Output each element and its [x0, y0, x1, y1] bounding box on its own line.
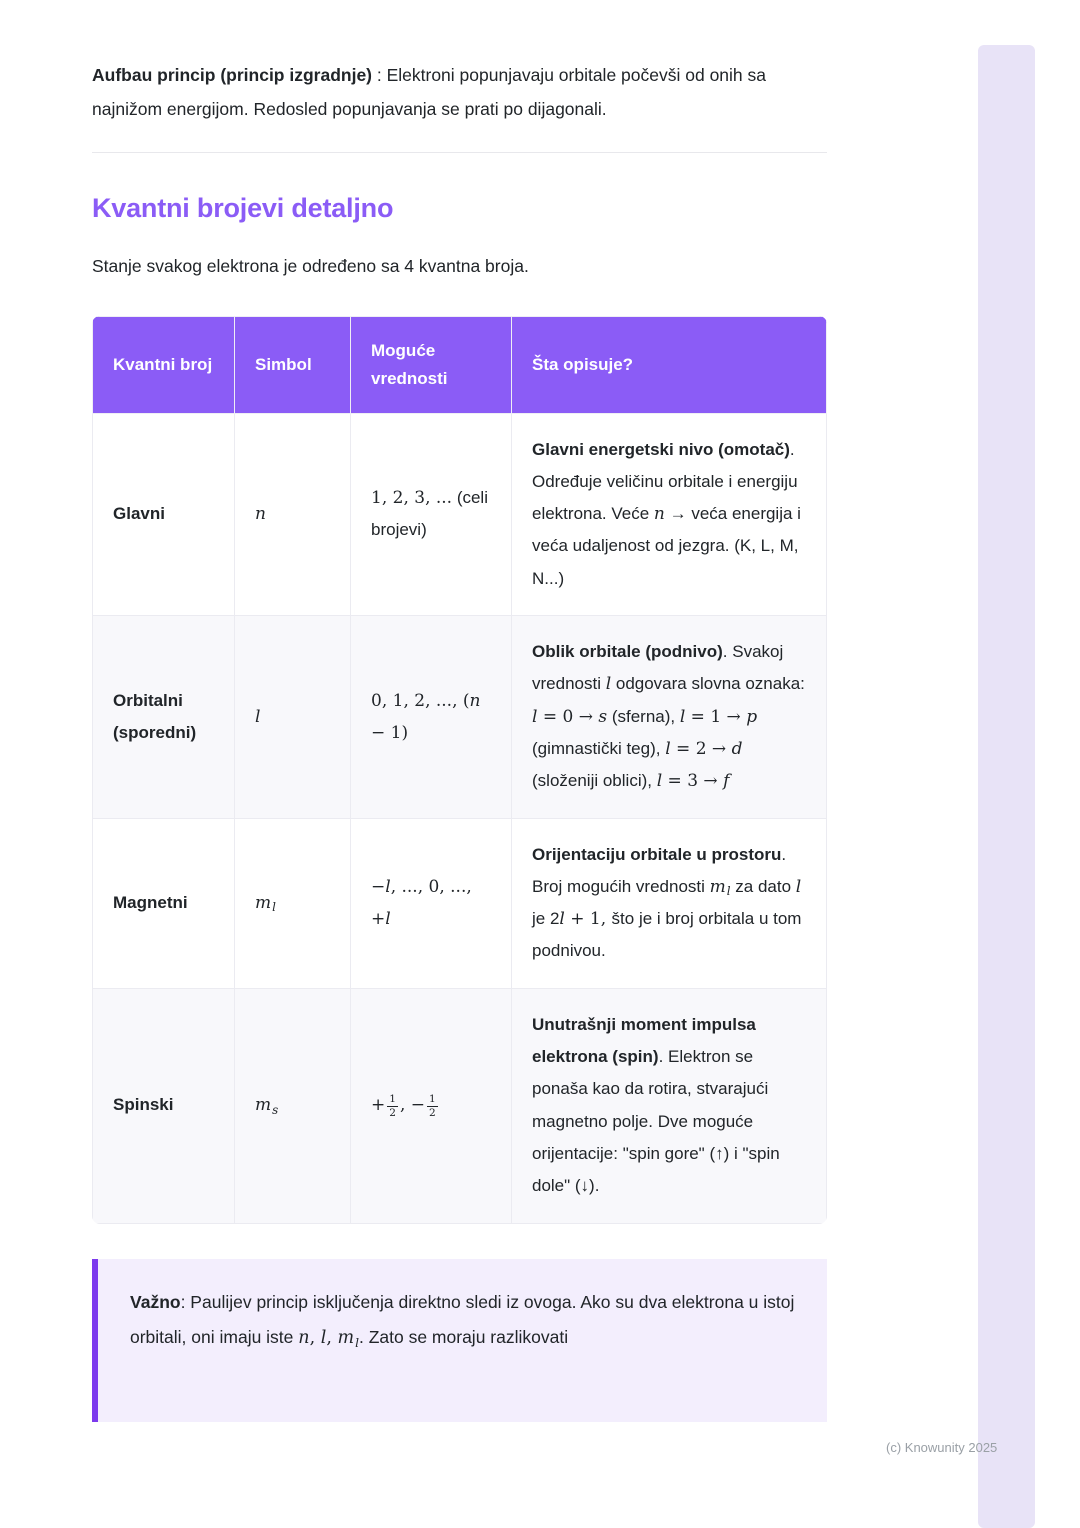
important-callout-text: Važno: Paulijev princip isključenja direktno sledi iz ovoga. Ako su dva elektrona u istoj orbitali, oni imaju iste n, l, ml. Zato se moraju razlikovati: [130, 1291, 795, 1350]
cell-values: + $\frac{1}{2}$ , − $\frac{1}{2}$: [351, 988, 512, 1223]
cell-description: Glavni energetski nivo (omotač). Određuje veličinu orbitale i energiju elektrona. Veće n → veća energija i veća udaljenost od jezgra. (K, L, M, N...): [512, 413, 827, 615]
document-content: [92, 0, 827, 1422]
cell-values: −l, ..., 0, ..., +l: [351, 818, 512, 988]
cell-values: 0, 1, 2, ..., (n − 1): [351, 616, 512, 818]
col-header-moguce-vrednosti: Moguće vrednosti: [351, 316, 512, 413]
cell-symbol: ml: [235, 818, 351, 988]
quantum-numbers-table: [92, 316, 827, 1224]
cell-symbol: ms: [235, 988, 351, 1223]
cell-description: Orijentaciju orbitale u prostoru. Broj mogućih vrednosti ml za dato l je 2l + 1, što je i broj orbitala u tom podnivou.: [512, 818, 827, 988]
table-row-magnetni: [93, 818, 827, 988]
col-header-simbol: Simbol: [235, 316, 351, 413]
cell-row-name: Glavni: [93, 413, 235, 615]
section-heading: Kvantni brojevi detaljno: [92, 193, 394, 224]
table-row-glavni: [93, 413, 827, 615]
table-header-row: [93, 316, 827, 413]
quantum-numbers-table-wrapper: [92, 316, 827, 1224]
table-row-spinski: [93, 988, 827, 1223]
cell-row-name: Orbitalni (sporedni): [93, 616, 235, 818]
aufbau-paragraph: Aufbau princip (princip izgradnje) : Elektroni popunjavaju orbitale počevši od onih sa najnižom energijom. Redosled popunjavanja se prati po dijagonali.: [92, 65, 766, 120]
cell-row-name: Spinski: [93, 988, 235, 1223]
col-header-kvantni-broj: Kvantni broj: [93, 316, 235, 413]
cell-values: 1, 2, 3, ... (celi brojevi): [351, 413, 512, 615]
section-intro: Stanje svakog elektrona je određeno sa 4 kvantna broja.: [92, 256, 529, 277]
cell-symbol: n: [235, 413, 351, 615]
cell-description: Oblik orbitale (podnivo). Svakoj vrednosti l odgovara slovna oznaka: l = 0 → s (sferna), l = 1 → p (gimnastički teg), l = 2 → d (složeniji oblici), l = 3 → f: [512, 616, 827, 818]
side-page-strip: [978, 45, 1035, 1528]
col-header-sta-opisuje: Šta opisuje?: [512, 316, 827, 413]
knowunity-watermark: (c) Knowunity 2025: [886, 1440, 998, 1455]
cell-row-name: Magnetni: [93, 818, 235, 988]
important-callout: [92, 1259, 827, 1422]
section-divider: [92, 152, 827, 153]
cell-symbol: l: [235, 616, 351, 818]
cell-description: Unutrašnji moment impulsa elektrona (spin). Elektron se ponaša kao da rotira, stvarajući magnetno polje. Dve moguće orijentacije: "spin gore" (↑) i "spin dole" (↓).: [512, 988, 827, 1223]
table-row-orbitalni: [93, 616, 827, 818]
